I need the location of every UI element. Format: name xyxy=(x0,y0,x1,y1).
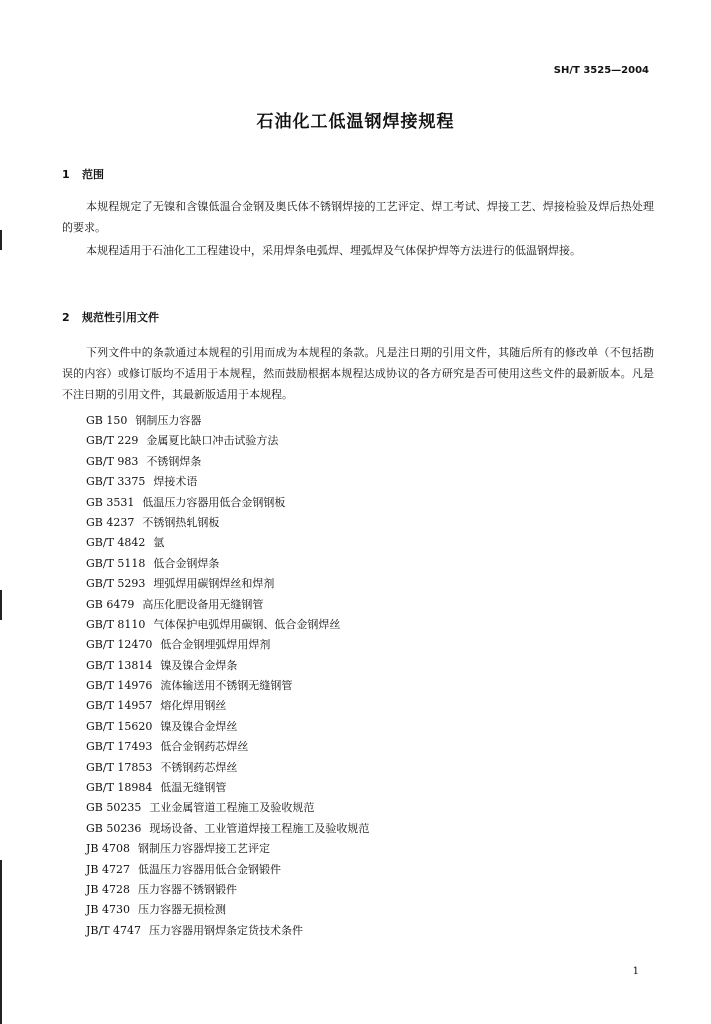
reference-code: GB/T 14957 xyxy=(86,699,153,713)
section-heading-scope xyxy=(62,166,104,182)
paragraph: 本规程适用于石油化工工程建设中，采用焊条电弧焊、埋弧焊及气体保护焊等方法进行的低温钢焊接。 xyxy=(86,244,581,257)
reference-title: 压力容器不锈钢锻件 xyxy=(137,882,237,896)
reference-item xyxy=(86,431,369,451)
reference-item xyxy=(86,656,369,676)
section-number: 1 xyxy=(62,168,70,181)
reference-code: GB/T 4842 xyxy=(86,536,146,550)
reference-code: GB 50235 xyxy=(86,801,142,815)
reference-item xyxy=(86,860,369,880)
reference-title: 工业金属管道工程施工及验收规范 xyxy=(149,801,315,815)
reference-title: 焊接术语 xyxy=(153,475,198,489)
standard-code: SH/T 3525—2004 xyxy=(553,65,649,76)
reference-code: GB/T 5293 xyxy=(86,577,146,591)
section-title: 范围 xyxy=(82,168,104,181)
reference-title: 低合金钢焊条 xyxy=(153,556,220,570)
reference-code: GB/T 18984 xyxy=(86,781,153,795)
reference-item xyxy=(86,635,369,655)
reference-code: GB/T 17493 xyxy=(86,740,153,754)
reference-item xyxy=(86,921,369,941)
reference-title: 镍及镍合金焊条 xyxy=(160,658,238,672)
reference-title: 压力容器无损检测 xyxy=(137,903,226,917)
reference-item xyxy=(86,880,369,900)
reference-title: 低温压力容器用低合金钢钢板 xyxy=(142,495,286,509)
reference-title: 低合金钢埋弧焊用焊剂 xyxy=(160,638,271,652)
reference-code: GB 50236 xyxy=(86,821,142,835)
reference-code: GB 4237 xyxy=(86,515,135,529)
scan-edge-mark xyxy=(0,230,2,250)
reference-item xyxy=(86,411,369,431)
reference-item xyxy=(86,696,369,716)
reference-item xyxy=(86,513,369,533)
reference-title: 钢制压力容器 xyxy=(135,414,202,427)
reference-code: GB/T 15620 xyxy=(86,719,153,733)
reference-code: GB/T 3375 xyxy=(86,475,146,489)
reference-title: 熔化焊用钢丝 xyxy=(160,699,227,713)
reference-title: 镍及镍合金焊丝 xyxy=(160,719,238,733)
reference-code: GB/T 13814 xyxy=(86,658,153,672)
reference-title: 低温无缝钢管 xyxy=(160,781,227,795)
reference-item xyxy=(86,900,369,920)
reference-title: 气体保护电弧焊用碳钢、低合金钢焊丝 xyxy=(153,617,341,631)
reference-item xyxy=(86,595,369,615)
reference-item xyxy=(86,493,369,513)
reference-code: GB 6479 xyxy=(86,597,135,611)
section-number: 2 xyxy=(62,311,70,324)
reference-title: 压力容器用钢焊条定货技术条件 xyxy=(149,923,304,937)
paragraph: 本规程规定了无镍和含镍低温合金钢及奥氏体不锈钢焊接的工艺评定、焊工考试、焊接工艺、焊接检验及焊后热处理的要求。 xyxy=(62,200,654,234)
reference-code: GB/T 5118 xyxy=(86,556,146,570)
reference-title: 流体输送用不锈钢无缝钢管 xyxy=(160,679,293,693)
reference-code: GB/T 17853 xyxy=(86,760,153,774)
reference-code: GB 3531 xyxy=(86,495,135,509)
reference-title: 低温压力容器用低合金钢锻件 xyxy=(137,862,281,876)
reference-item xyxy=(86,472,369,492)
reference-item xyxy=(86,737,369,757)
reference-item xyxy=(86,615,369,635)
reference-title: 现场设备、工业管道焊接工程施工及验收规范 xyxy=(149,821,370,835)
reference-code: GB/T 8110 xyxy=(86,617,146,631)
reference-code: GB/T 229 xyxy=(86,434,139,448)
section-title: 规范性引用文件 xyxy=(82,311,159,324)
scan-edge-mark xyxy=(0,860,2,1024)
reference-item xyxy=(86,452,369,472)
reference-code: GB/T 12470 xyxy=(86,638,153,652)
scan-edge-mark xyxy=(0,590,2,620)
reference-code: JB 4730 xyxy=(86,903,130,917)
page-number: 1 xyxy=(632,966,639,977)
document-title: 石油化工低温钢焊接规程 xyxy=(256,112,455,132)
reference-item xyxy=(86,554,369,574)
reference-title: 不锈钢药芯焊丝 xyxy=(160,760,238,774)
reference-list xyxy=(86,411,369,941)
reference-code: JB 4728 xyxy=(86,882,130,896)
reference-title: 不锈钢热轧钢板 xyxy=(142,515,220,529)
reference-title: 不锈钢焊条 xyxy=(146,454,202,468)
reference-item xyxy=(86,839,369,859)
section-heading-normative-references xyxy=(62,309,159,325)
reference-code: JB 4727 xyxy=(86,862,130,876)
reference-item xyxy=(86,533,369,553)
reference-title: 低合金钢药芯焊丝 xyxy=(160,740,249,754)
reference-code: JB/T 4747 xyxy=(86,923,142,937)
reference-code: JB 4708 xyxy=(86,842,130,856)
reference-item xyxy=(86,758,369,778)
reference-title: 埋弧焊用碳钢焊丝和焊剂 xyxy=(153,577,275,591)
reference-item xyxy=(86,778,369,798)
reference-item xyxy=(86,717,369,737)
reference-item xyxy=(86,798,369,818)
reference-title: 金属夏比缺口冲击试验方法 xyxy=(146,434,279,448)
reference-item xyxy=(86,574,369,594)
reference-code: GB 150 xyxy=(86,414,128,427)
reference-code: GB/T 14976 xyxy=(86,679,153,693)
reference-title: 氩 xyxy=(153,536,165,550)
reference-title: 高压化肥设备用无缝钢管 xyxy=(142,597,264,611)
reference-title: 钢制压力容器焊接工艺评定 xyxy=(137,842,270,856)
reference-code: GB/T 983 xyxy=(86,454,139,468)
reference-item xyxy=(86,676,369,696)
reference-item xyxy=(86,819,369,839)
paragraph: 下列文件中的条款通过本规程的引用而成为本规程的条款。凡是注日期的引用文件，其随后所有的修改单（不包括勘误的内容）或修订版均不适用于本规程，然而鼓励根据本规程达成协议的各方研究是否可使用这些文件的最新版本。凡是不注日期的引用文件，其最新版适用于本规程。 xyxy=(62,346,654,401)
